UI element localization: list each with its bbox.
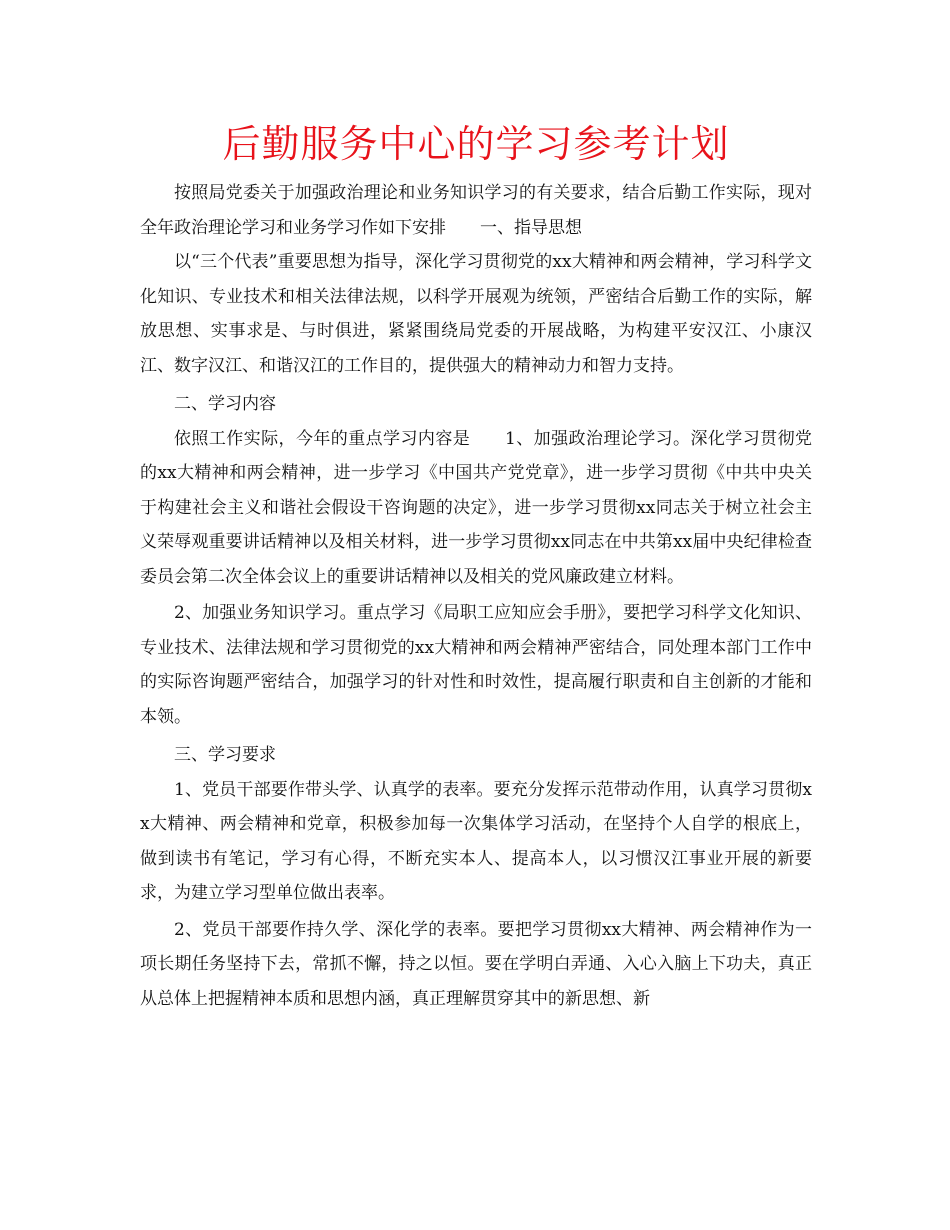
section-heading-learning-content: 二、学习内容 — [174, 394, 276, 414]
section-heading-learning-requirements: 三、学习要求 — [174, 745, 276, 765]
document-title: 后勤服务中心的学习参考计划 — [222, 122, 730, 166]
intro-paragraph: 按照局党委关于加强政治理论和业务知识学习的有关要求，结合后勤工作实际，现对全年政治理论学习和业务学习作如下安排 一、指导思想 — [140, 183, 812, 238]
learning-content-paragraph-1: 依照工作实际，今年的重点学习内容是 1、加强政治理论学习。深化学习贯彻党的xx大精神和两会精神，进一步学习《中国共产党党章》，进一步学习贯彻《中共中央关于构建社会主义和谐社会假设干咨询题的决定》，进一步学习贯彻xx同志关于树立社会主义荣辱观重要讲话精神以及相关材料，进一步学习贯彻xx同志在中共第xx届中央纪律检查委员会第二次全体会议上的重要讲话精神以及相关的党风廉政建立材料。 — [140, 428, 812, 587]
learning-content-paragraph-2: 2、加强业务知识学习。重点学习《局职工应知应会手册》，要把学习科学文化知识、专业技术、法律法规和学习贯彻党的xx大精神和两会精神严密结合，同处理本部门工作中的实际咨询题严密结合，加强学习的针对性和时效性，提高履行职责和自主创新的才能和本领。 — [140, 603, 812, 727]
requirements-paragraph-2: 2、党员干部要作持久学、深化学的表率。要把学习贯彻xx大精神、两会精神作为一项长期任务坚持下去，常抓不懈，持之以恒。要在学明白弄通、入心入脑上下功夫，真正从总体上把握精神本质和思想内涵，真正理解贯穿其中的新思想、新 — [140, 919, 812, 1009]
document-page — [140, 118, 812, 1016]
requirements-paragraph-1: 1、党员干部要作带头学、认真学的表率。要充分发挥示范带动作用，认真学习贯彻xx大精神、两会精神和党章，积极参加每一次集体学习活动，在坚持个人自学的根底上，做到读书有笔记，学习有心得，不断充实本人、提高本人，以习惯汉江事业开展的新要求，为建立学习型单位做出表率。 — [140, 779, 812, 903]
guiding-thought-paragraph: 以“三个代表”重要思想为指导，深化学习贯彻党的xx大精神和两会精神，学习科学文化知识、专业技术和相关法律法规，以科学开展观为统领，严密结合后勤工作的实际，解放思想、实事求是、与时俱进，紧紧围绕局党委的开展战略，为构建平安汉江、小康汉江、数字汉江、和谐汉江的工作目的，提供强大的精神动力和智力支持。 — [140, 252, 812, 376]
